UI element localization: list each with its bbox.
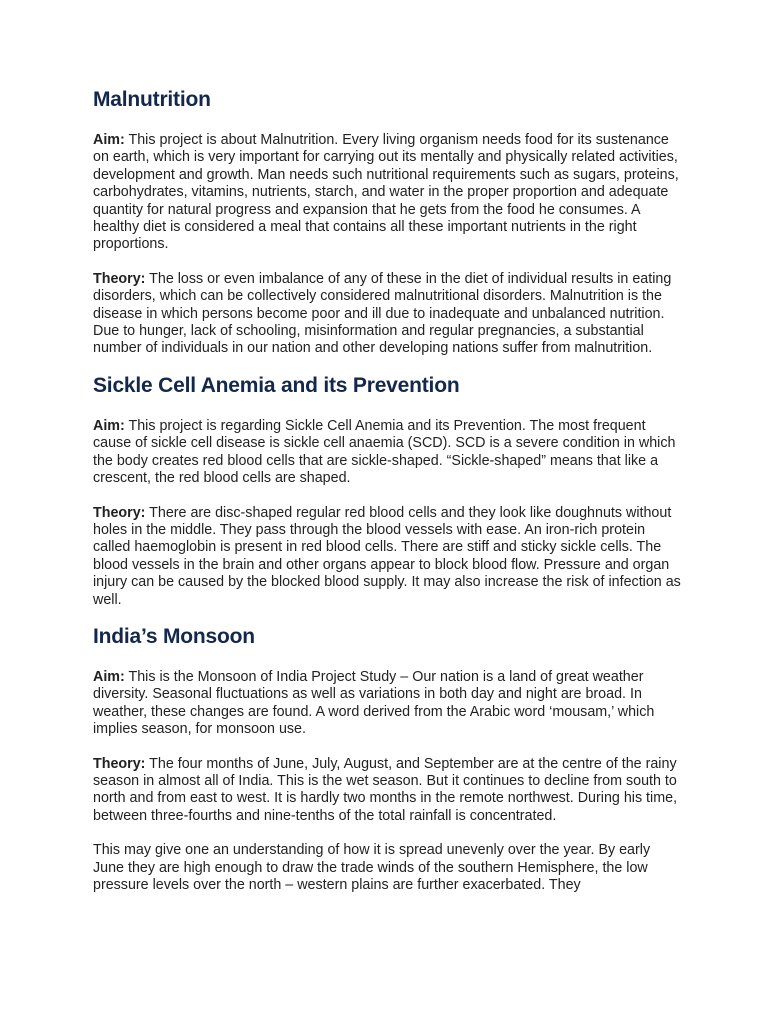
- monsoon-aim-paragraph: [93, 669, 683, 739]
- sickle-cell-theory-paragraph: [93, 505, 683, 609]
- theory-text: The four months of June, July, August, and September are at the centre of the rainy season in almost all of India. This is the wet season. But it continues to decline from south to north and from east to west. It is hardly two months in the remote northwest. During his time, between three-fourths and nine-tenths of the total rainfall is concentrated.: [93, 755, 678, 824]
- theory-label: Theory:: [93, 270, 146, 287]
- aim-text: This project is regarding Sickle Cell Anemia and its Prevention. The most frequent cause of sickle cell disease is sickle cell anaemia (SCD). SCD is a severe condition in which the body creates red blood cells that are sickle-shaped. “Sickle-shaped” means that like a crescent, the red blood cells are shaped.: [93, 417, 676, 487]
- section-title-monsoon: India’s Monsoon: [93, 624, 255, 648]
- malnutrition-theory-paragraph: [93, 271, 683, 358]
- aim-label: Aim:: [93, 132, 125, 148]
- malnutrition-aim-paragraph: [93, 132, 683, 254]
- section-title-malnutrition: Malnutrition: [93, 88, 211, 111]
- monsoon-extra-paragraph: This may give one an understanding of how it is spread unevenly over the year. By early June they are high enough to draw the trade winds of the southern Hemisphere, the low pressure levels over the north – western plains are further exacerbated. They: [93, 842, 651, 893]
- theory-text: The loss or even imbalance of any of these in the diet of individual results in eating disorders, which can be collectively considered malnutritional disorders. Malnutrition is the disease in which persons become poor and ill due to inadequate and unbalanced nutrition. Due to hunger, lack of schooling, misinformation and regular pregnancies, a substantial number of individuals in our nation and other developing nations suffer from malnutrition.: [93, 270, 672, 357]
- aim-label: Aim:: [93, 417, 125, 434]
- aim-label: Aim:: [93, 668, 125, 685]
- theory-label: Theory:: [93, 504, 146, 521]
- aim-text: This is the Monsoon of India Project Study – Our nation is a land of great weather diversity. Seasonal fluctuations as well as variations in both day and night are broad. In weather, these changes are found. A word derived from the Arabic word ‘mousam,’ which implies season, for monsoon use.: [93, 668, 655, 738]
- section-title-sickle-cell: Sickle Cell Anemia and its Prevention: [93, 373, 460, 397]
- theory-label: Theory:: [93, 755, 146, 772]
- aim-text: This project is about Malnutrition. Every living organism needs food for its sustenance on earth, which is very important for carrying out its mentally and physically related activities, development and growth. Man needs such nutritional requirements such as sugars, proteins, carbohydrates, vitamins, nutrients, starch, and water in the proper proportion and adequate quantity for natural progress and expansion that he gets from the food he consumes. A healthy diet is considered a meal that contains all these important nutrients in the right proportions.: [93, 132, 679, 253]
- monsoon-theory-paragraph: [93, 756, 683, 826]
- sickle-cell-aim-paragraph: [93, 418, 683, 488]
- document-page: [93, 86, 683, 894]
- theory-text: There are disc-shaped regular red blood cells and they look like doughnuts without holes in the middle. They pass through the blood vessels with ease. An iron-rich protein called haemoglobin is present in red blood cells. There are stiff and sticky sickle cells. The blood vessels in the brain and other organs appear to block blood flow. Pressure and organ injury can be caused by the blocked blood supply. It may also increase the risk of infection as well.: [93, 504, 681, 608]
